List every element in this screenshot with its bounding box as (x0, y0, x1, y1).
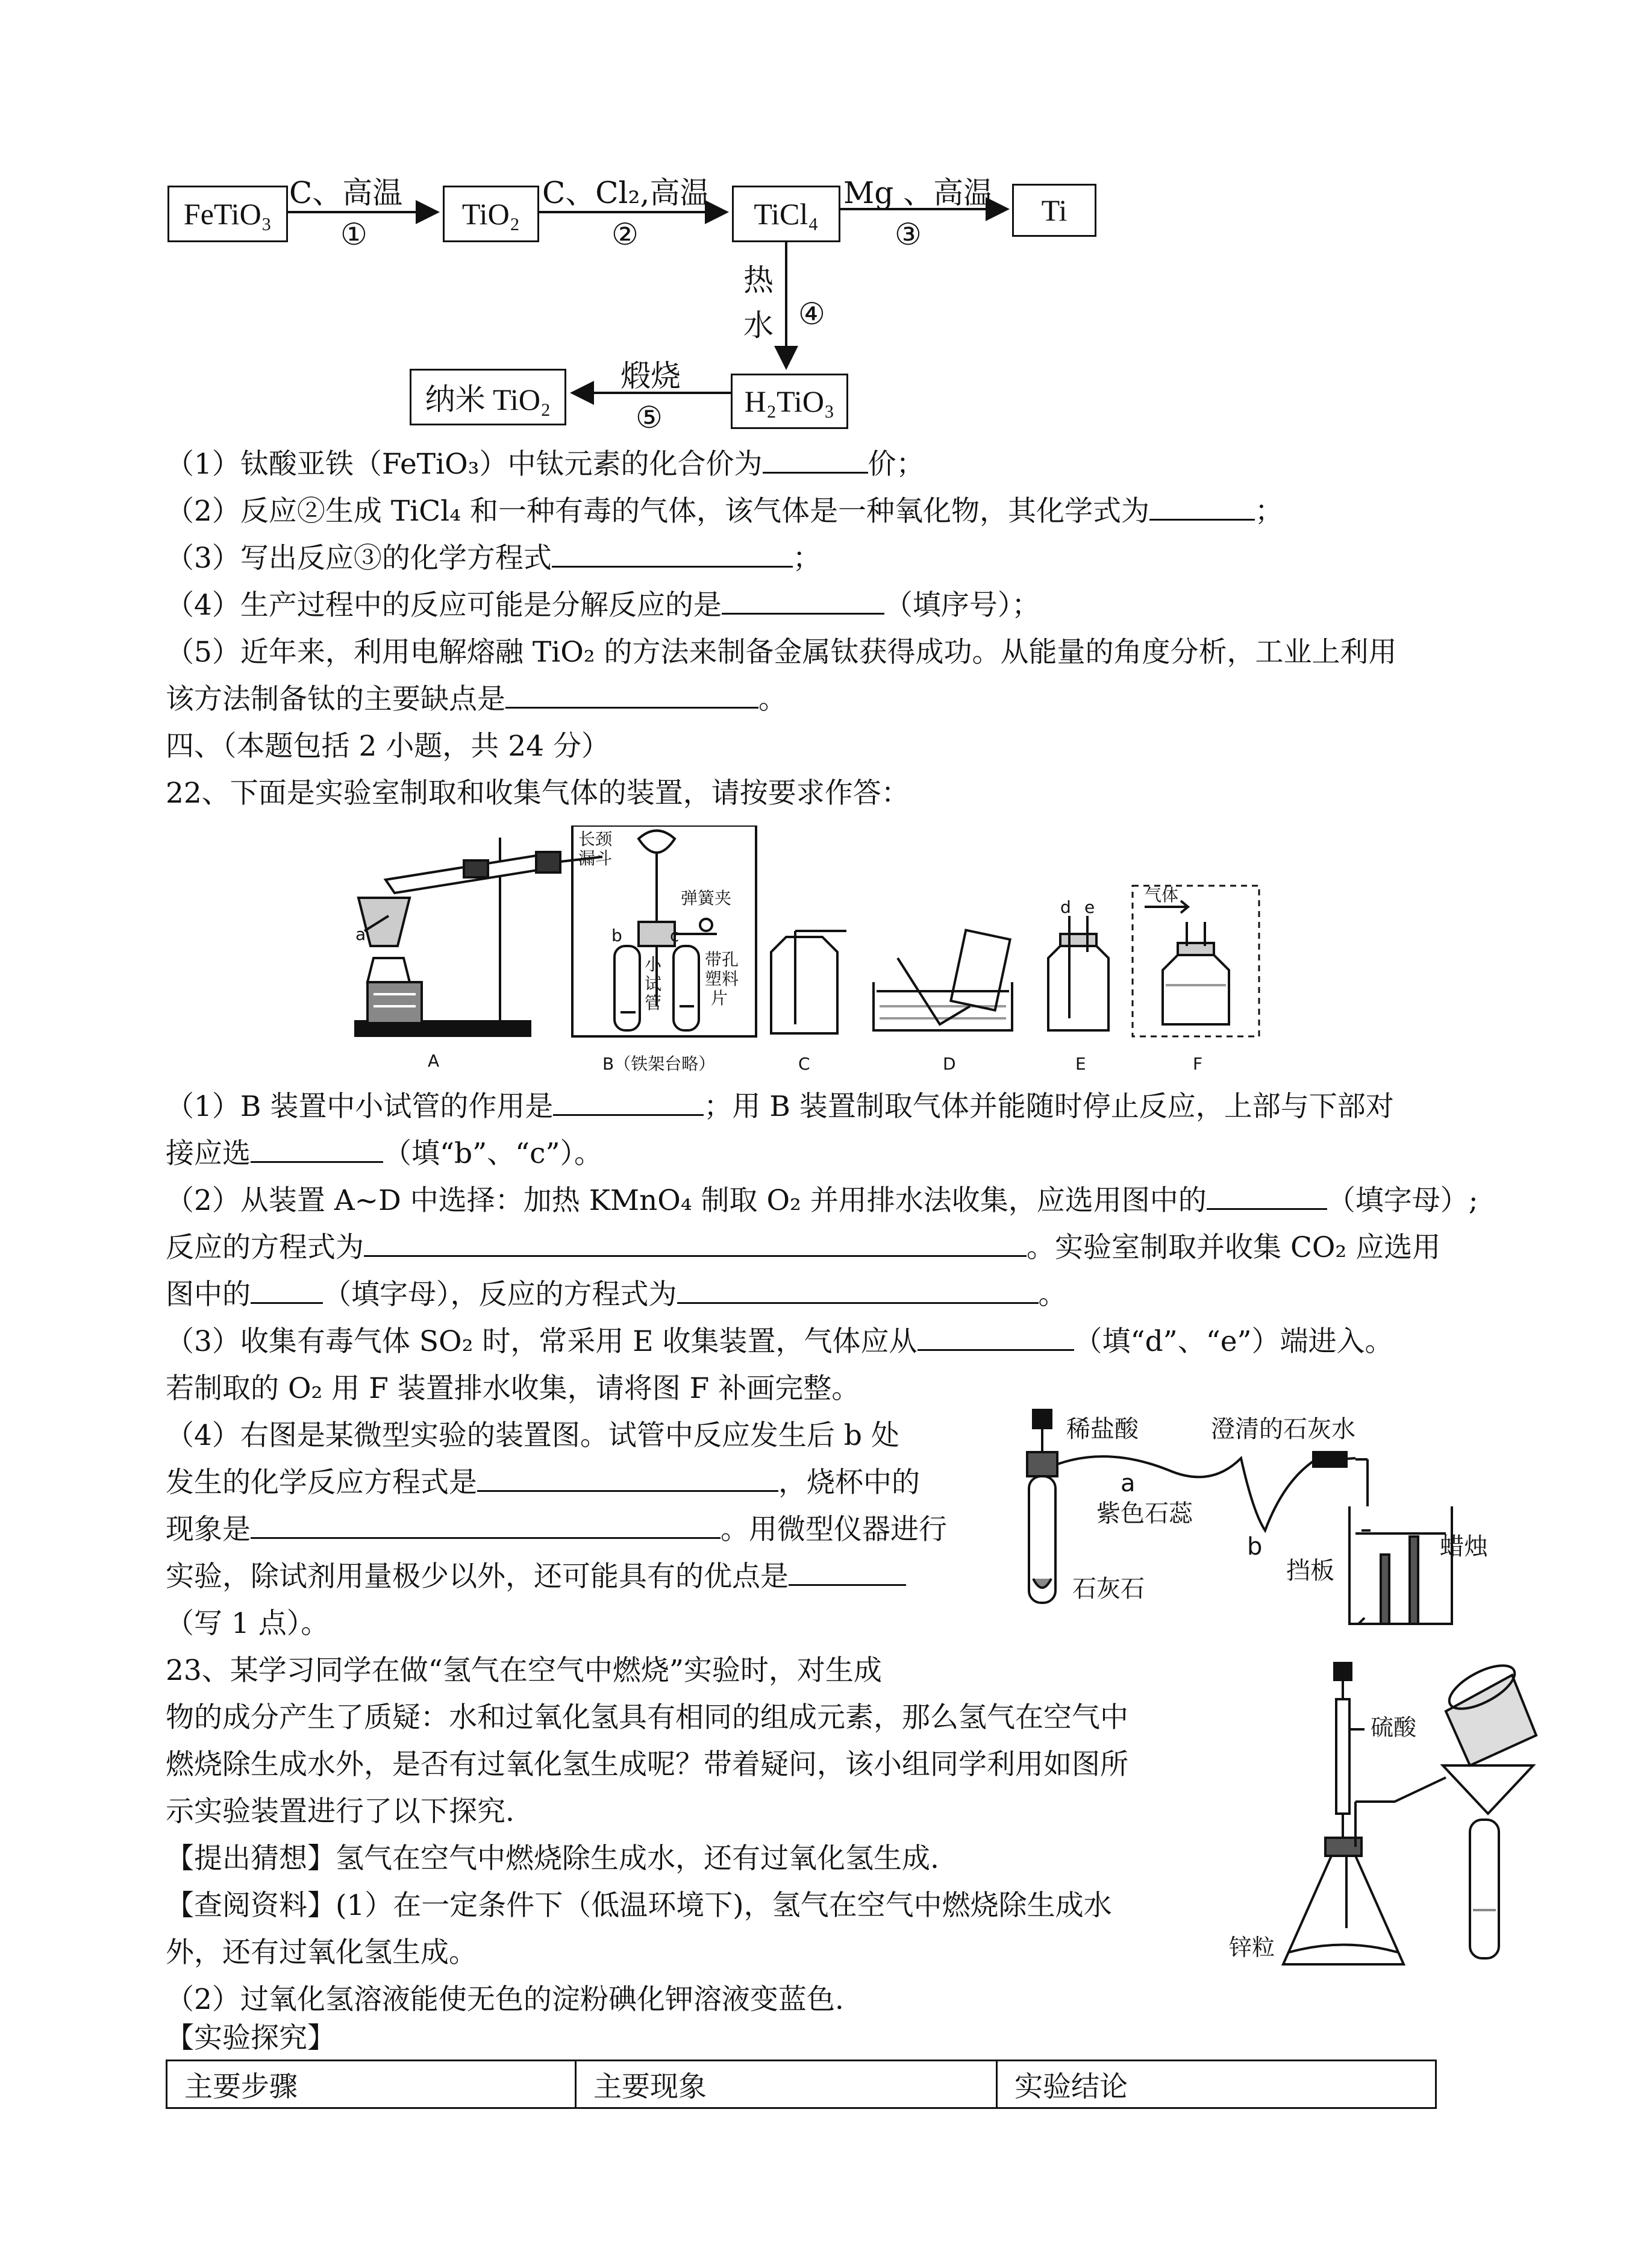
flow-arrows (0, 0, 1635, 482)
answer-blank[interactable] (918, 1321, 1074, 1351)
q22-part2-cont2 (166, 1274, 1067, 1316)
q22-p2-text4: （填字母），反应的方程式为 (323, 1278, 677, 1311)
q21-p3-text: （3）写出反应③的化学方程式 (166, 542, 552, 575)
label-h2so4: 硫酸 (1371, 1714, 1417, 1741)
q22-p2-text: （2）从装置 A~D 中选择：加热 KMnO₄ 制取 O₂ 并用排水法收集，应选用图中的 (166, 1184, 1207, 1217)
q22-title: 22、下面是实验室制取和收集气体的装置，请按要求作答： (166, 777, 910, 810)
q22-part2 (166, 1180, 1478, 1222)
q21-p5-text2: 该方法制备钛的主要缺点是 (166, 683, 505, 716)
step4-reagent-2: 水 (743, 308, 774, 343)
q22-p2-tail: （填字母）; (1327, 1184, 1478, 1217)
q23-info1: 【查阅资料】(1）在一定条件下（低温环境下)，氢气在空气中燃烧除生成水 (166, 1889, 1112, 1922)
label-clamp: 弹簧夹 (681, 888, 732, 908)
q22-p4-text6: 实验，除试剂用量极少以外，还可能具有的优点是 (166, 1560, 789, 1593)
answer-blank[interactable] (789, 1556, 906, 1586)
label-micro-a: a (1121, 1470, 1136, 1497)
box-ticl4: TiCl₄ (732, 186, 840, 242)
q22-p4-text2: 发生的化学反应方程式是 (166, 1466, 477, 1499)
q21-p3-tail: ； (792, 542, 821, 575)
apparatus-A (355, 838, 602, 1036)
box-h2tio3: H₂TiO₃ (731, 374, 848, 429)
apparatus-E (1048, 916, 1108, 1030)
label-small-tube-2: 试 (645, 974, 662, 994)
box-tio2: TiO₂ (443, 186, 539, 242)
label-F: F (1193, 1054, 1203, 1074)
q22-p4-text3: ，烧杯中的 (778, 1466, 920, 1499)
answer-blank[interactable] (364, 1227, 1027, 1257)
q22-part3 (166, 1321, 1393, 1363)
label-limestone: 石灰石 (1072, 1575, 1145, 1603)
label-A: A (428, 1051, 440, 1071)
q22-part1 (166, 1086, 1394, 1128)
apparatus-D (874, 930, 1012, 1030)
q22-p2-text2: 反应的方程式为 (166, 1231, 364, 1264)
step1-reagent: C、高温 (289, 175, 403, 210)
q22-p2-tail3: 。 (1038, 1278, 1067, 1311)
q22-p4-text4: 现象是 (166, 1513, 251, 1546)
q21-p5-tail: 。 (758, 683, 787, 716)
label-D: D (943, 1054, 956, 1074)
q22-part1-cont (166, 1133, 602, 1175)
label-B: B（铁架台略） (602, 1054, 716, 1074)
step4-num: ④ (798, 296, 825, 331)
label-limewater: 澄清的石灰水 (1211, 1415, 1355, 1443)
step3-num: ③ (895, 217, 922, 252)
table-row (167, 2061, 1436, 2108)
q21-part1 (166, 443, 925, 486)
step2-reagent: C、Cl₂,高温 (542, 175, 710, 210)
table-header-steps: 主要步骤 (167, 2061, 576, 2108)
box-nano-tio2: 纳米 TiO₂ (410, 369, 566, 425)
answer-blank[interactable] (553, 1086, 704, 1116)
label-c: c (670, 926, 680, 945)
answer-blank[interactable] (477, 1462, 778, 1492)
q22-p3-tail: （填“d”、“e”）端进入。 (1074, 1325, 1393, 1358)
q22-part4-cont2 (166, 1509, 947, 1551)
q21-part4 (166, 584, 1040, 627)
q22-part3-cont: 若制取的 O₂ 用 F 装置排水收集，请将图 F 补画完整。 (166, 1372, 860, 1405)
label-gas: 气体 (1145, 885, 1179, 905)
q22-p2-text3: 图中的 (166, 1278, 251, 1311)
label-funnel-1: 长颈 (578, 829, 613, 849)
step3-reagent: Mg 、高温 (843, 175, 994, 210)
q21-p4-text: （4）生产过程中的反应可能是分解反应的是 (166, 589, 722, 622)
label-plate-1: 带孔 (705, 950, 739, 970)
q22-p1-text: （1）B 装置中小试管的作用是 (166, 1090, 554, 1123)
answer-blank[interactable] (505, 679, 758, 709)
q21-part5-cont (166, 678, 787, 721)
table-header-conclusion: 实验结论 (997, 2061, 1436, 2108)
q23-explore: 【实验探究】 (166, 2022, 336, 2055)
answer-blank[interactable] (677, 1274, 1039, 1304)
answer-blank[interactable] (1207, 1180, 1327, 1210)
label-candle: 蜡烛 (1440, 1533, 1488, 1561)
label-small-tube-3: 管 (645, 993, 662, 1013)
answer-blank[interactable] (763, 444, 868, 474)
q22-p1-tail2: （填“b”、“c”）。 (383, 1137, 603, 1170)
q22-part4 (166, 1415, 899, 1457)
q23-line3: 燃烧除生成水外，是否有过氧化氢生成呢？带着疑问，该小组同学利用如图所 (166, 1748, 1128, 1781)
q23-info2: （2）过氧化氢溶液能使无色的淀粉碘化钾溶液变蓝色. (166, 1983, 844, 2016)
label-litmus: 紫色石蕊 (1096, 1500, 1193, 1527)
label-a: a (355, 924, 366, 944)
label-plate-2: 塑料 (705, 969, 739, 989)
label-acid: 稀盐酸 (1066, 1415, 1139, 1443)
step4-reagent-1: 热 (743, 263, 774, 298)
q23-info1-cont: 外，还有过氧化氢生成。 (166, 1936, 477, 1969)
experiment-table (166, 2060, 1437, 2109)
table-header-phenomena: 主要现象 (576, 2061, 997, 2108)
section-heading: 四、（本题包括 2 小题，共 24 分） (166, 730, 610, 763)
q23-line2: 物的成分产生了质疑：水和过氧化氢具有相同的组成元素，那么氢气在空气中 (166, 1701, 1128, 1734)
q21-part5 (166, 631, 1397, 674)
q21-p4-tail: （填序号）； (884, 589, 1040, 622)
q22-part2-cont (166, 1227, 1440, 1269)
q23-line1: 23、某学习同学在做“氢气在空气中燃烧”实验时，对生成 (166, 1654, 882, 1687)
label-baffle: 挡板 (1286, 1557, 1334, 1585)
label-small-tube-1: 小 (645, 954, 662, 974)
label-plate-3: 片 (711, 988, 728, 1008)
answer-blank[interactable] (251, 1274, 323, 1304)
q22-p1-text2: 接应选 (166, 1137, 251, 1170)
q21-p2-text: （2）反应②生成 TiCl₄ 和一种有毒的气体，该气体是一种氧化物，其化学式为 (166, 495, 1149, 528)
step5-reagent: 煅烧 (621, 359, 681, 393)
q21-part2 (166, 490, 1283, 533)
micro-experiment-figure (1012, 1386, 1506, 1639)
q22-p4-text: （4）右图是某微型实验的装置图。试管中反应发生后 b 处 (166, 1419, 899, 1452)
label-e: e (1084, 897, 1095, 917)
q21-p5-text: （5）近年来，利用电解熔融 TiO₂ 的方法来制备金属钛获得成功。从能量的角度分析，工业上利用 (166, 636, 1397, 669)
step1-num: ① (340, 217, 367, 252)
hydrogen-apparatus-figure (1229, 1639, 1542, 1988)
box-fetio3: FeTiO₃ (167, 186, 288, 242)
label-d: d (1060, 897, 1071, 917)
label-zinc: 锌粒 (1229, 1934, 1275, 1961)
step5-num: ⑤ (636, 400, 663, 435)
step2-num: ② (611, 217, 639, 252)
label-C: C (798, 1054, 810, 1074)
q22-part4-cont4: （写 1 点）。 (166, 1607, 330, 1640)
answer-blank[interactable] (251, 1509, 721, 1539)
q22-p4-text5: 。用微型仪器进行 (721, 1513, 947, 1546)
q21-part3 (166, 537, 821, 580)
q22-p3-text: （3）收集有毒气体 SO₂ 时，常采用 E 收集装置，气体应从 (166, 1325, 918, 1358)
answer-blank[interactable] (251, 1133, 383, 1163)
apparatus-F (1133, 886, 1259, 1036)
label-b: b (611, 926, 622, 945)
q23-line4: 示实验装置进行了以下探究. (166, 1795, 514, 1828)
q23-guess: 【提出猜想】氢气在空气中燃烧除生成水，还有过氧化氢生成. (166, 1842, 939, 1875)
label-E: E (1075, 1054, 1086, 1074)
q22-part4-cont3 (166, 1556, 906, 1598)
label-funnel-2: 漏斗 (578, 848, 613, 868)
answer-blank[interactable] (552, 538, 793, 568)
label-micro-b: b (1247, 1533, 1263, 1561)
answer-blank[interactable] (1149, 491, 1255, 521)
answer-blank[interactable] (722, 585, 884, 615)
q21-p2-tail: ； (1255, 495, 1283, 528)
q22-apparatus-figure (337, 825, 1277, 1079)
q21-p1-text: （1）钛酸亚铁（FeTiO₃）中钛元素的化合价为 (166, 448, 763, 481)
box-ti: Ti (1012, 184, 1096, 237)
apparatus-C (771, 931, 846, 1033)
q22-part4-cont (166, 1462, 920, 1504)
q21-p1-tail: 价； (868, 448, 925, 481)
q22-p1-tail: ；用 B 装置制取气体并能随时停止反应，上部与下部对 (704, 1090, 1394, 1123)
q22-p2-tail2: 。实验室制取并收集 CO₂ 应选用 (1027, 1231, 1441, 1264)
